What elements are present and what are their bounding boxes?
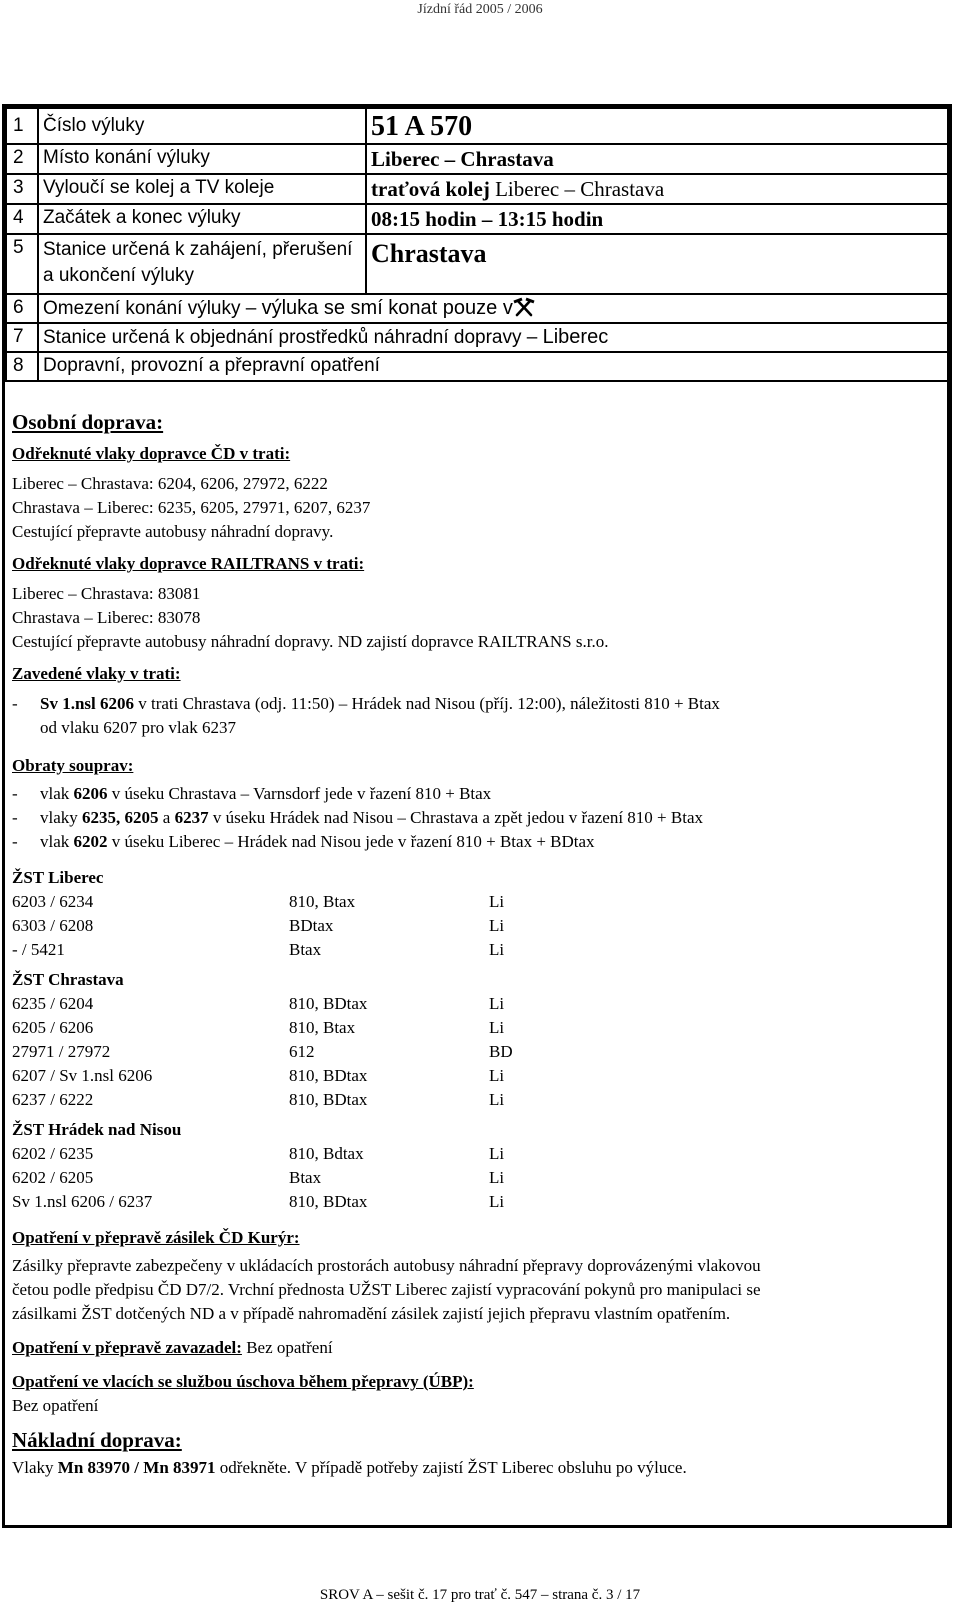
- row-value: Liberec – Chrastava: [366, 144, 949, 174]
- row-label: Vyloučí se kolej a TV koleje: [38, 174, 366, 204]
- crossed-hammers-icon: [513, 297, 535, 317]
- row-value: Chrastava: [366, 234, 949, 294]
- table-row: [12, 1064, 947, 1088]
- text-fragment: a: [158, 808, 175, 827]
- station-code: BD: [489, 1042, 513, 1061]
- composition: BDtax: [289, 916, 334, 935]
- row-content: [38, 323, 949, 352]
- list-dash: -: [12, 784, 18, 803]
- table-row: [6, 294, 949, 323]
- station-lists: [12, 866, 947, 1214]
- station-code: Li: [489, 1144, 505, 1163]
- content: [12, 410, 947, 1480]
- row-number: 4: [6, 204, 38, 234]
- row-label: Omezení konání výluky –: [43, 298, 257, 319]
- train-pair: 6203 / 6234: [12, 892, 94, 911]
- table-row: [12, 938, 947, 962]
- text-line: od vlaku 6207 pro vlak 6237: [40, 718, 236, 737]
- composition: Btax: [289, 940, 322, 959]
- station-code: Li: [489, 1090, 505, 1109]
- text-line: [12, 1456, 947, 1480]
- page-header: Jízdní řád 2005 / 2006: [417, 2, 543, 17]
- list-dash: -: [12, 832, 18, 851]
- text-line: zásilkami ŽST dotčených ND a v případě nahromadění zásilek zajistí jejich přepravu vlastním opatřením.: [12, 1304, 731, 1323]
- list-dash: -: [12, 694, 18, 713]
- station-code: Li: [489, 1168, 505, 1187]
- train-number: 6235, 6205: [82, 808, 159, 827]
- section-heading-osobni: Osobní doprava:: [12, 410, 164, 434]
- text-fragment: vlaky: [40, 808, 83, 827]
- row-value: Liberec: [542, 326, 609, 348]
- list-item: [12, 830, 947, 854]
- station-code: Li: [489, 1018, 505, 1037]
- text-line: Zásilky přepravte zabezpečeny v ukládacích prostorách autobusy náhradní přepravy doprovázenými vlakovou: [12, 1256, 761, 1275]
- row-number: 6: [6, 294, 38, 323]
- value-bold: traťová kolej: [371, 177, 490, 201]
- table-row: [12, 1040, 947, 1064]
- row-value: [366, 174, 949, 204]
- train-pair: 6235 / 6204: [12, 994, 94, 1013]
- table-row: [6, 234, 949, 294]
- text-fragment: v úseku Chrastava – Varnsdorf jede v řazení 810 + Btax: [107, 784, 492, 803]
- table-row: [6, 174, 949, 204]
- list-item: [12, 782, 947, 806]
- subheading-ubp: Opatření ve vlacích se službou úschova během přepravy (ÚBP):: [12, 1372, 474, 1391]
- train-number: 6206: [73, 784, 108, 803]
- train-pair: - / 5421: [12, 940, 65, 959]
- train-pair: 6303 / 6208: [12, 916, 94, 935]
- table-row: [6, 108, 949, 144]
- table-row: [12, 1142, 947, 1166]
- station-code: Li: [489, 916, 505, 935]
- text-line: Liberec – Chrastava: 83081: [12, 584, 201, 603]
- subheading-cd: Odřeknuté vlaky dopravce ČD v trati:: [12, 444, 291, 463]
- composition: 612: [289, 1042, 315, 1061]
- zavazadla-line: [12, 1336, 947, 1360]
- composition: 810, BDtax: [289, 1066, 368, 1085]
- subheading-obraty: Obraty souprav:: [12, 756, 134, 775]
- station-code: Li: [489, 1066, 505, 1085]
- row-label: Číslo výluky: [38, 108, 366, 144]
- text-fragment: vlak: [40, 832, 74, 851]
- train-pair: 6205 / 6206: [12, 1018, 94, 1037]
- subheading-zavedene: Zavedené vlaky v trati:: [12, 664, 181, 683]
- row-number: 2: [6, 144, 38, 174]
- table-row: [6, 144, 949, 174]
- row-label: Místo konání výluky: [38, 144, 366, 174]
- text-fragment: Bez opatření: [246, 1338, 333, 1357]
- text-fragment: v úseku Liberec – Hrádek nad Nisou jede v řazení 810 + Btax + BDtax: [107, 832, 595, 851]
- table-row: [12, 992, 947, 1016]
- table-row: [12, 890, 947, 914]
- text-line: Chrastava – Liberec: 83078: [12, 608, 201, 627]
- station-heading: ŽST Chrastava: [12, 970, 124, 989]
- composition: 810, Bdtax: [289, 1144, 364, 1163]
- row-label: Začátek a konec výluky: [38, 204, 366, 234]
- composition: 810, Btax: [289, 1018, 356, 1037]
- table-row: [6, 204, 949, 234]
- list-dash: -: [12, 808, 18, 827]
- text-line: Chrastava – Liberec: 6235, 6205, 27971, 6207, 6237: [12, 498, 371, 517]
- table-row: [12, 1088, 947, 1112]
- row-number: 1: [6, 108, 38, 144]
- row-number: 8: [6, 352, 38, 381]
- table-row: [12, 914, 947, 938]
- text-line: Cestující přepravte autobusy náhradní dopravy.: [12, 522, 334, 541]
- train-pair: Sv 1.nsl 6206 / 6237: [12, 1192, 153, 1211]
- station-heading: ŽST Hrádek nad Nisou: [12, 1120, 182, 1139]
- train-pair: 6207 / Sv 1.nsl 6206: [12, 1066, 153, 1085]
- table-row: [12, 1016, 947, 1040]
- section-heading-nakladni: Nákladní doprava:: [12, 1428, 182, 1452]
- table-row: [6, 323, 949, 352]
- page-footer: SROV A – sešit č. 17 pro trať č. 547 – strana č. 3 / 17: [319, 1587, 641, 1603]
- text-line: Liberec – Chrastava: 6204, 6206, 27972, 6222: [12, 474, 328, 493]
- composition: 810, BDtax: [289, 1192, 368, 1211]
- station-code: Li: [489, 940, 505, 959]
- text-fragment: odřekněte. V případě potřeby zajistí ŽST Liberec obsluhu po výluce.: [215, 1458, 687, 1477]
- text-fragment: vlak: [40, 784, 74, 803]
- row-value: 51 A 570: [366, 108, 949, 144]
- text-line: četou podle předpisu ČD D7/2. Vrchní přednosta UŽST Liberec zajistí vypracování pokynů pro manipulaci se: [12, 1280, 761, 1299]
- train-name: Sv 1.nsl 6206: [40, 694, 134, 713]
- row-label: Dopravní, provozní a přepravní opatření: [38, 352, 949, 381]
- table-row: [6, 352, 949, 381]
- row-value: výluka se smí konat pouze v: [261, 297, 513, 319]
- composition: 810, Btax: [289, 892, 356, 911]
- info-table: [5, 107, 950, 382]
- list-item: [12, 692, 947, 716]
- train-pair: 6202 / 6235: [12, 1144, 94, 1163]
- composition: 810, BDtax: [289, 1090, 368, 1109]
- subheading-kuryr: Opatření v přepravě zásilek ČD Kurýr:: [12, 1228, 300, 1247]
- row-label: Stanice určená k objednání prostředků náhradní dopravy –: [43, 327, 538, 348]
- row-number: 7: [6, 323, 38, 352]
- subheading-railtrans: Odřeknuté vlaky dopravce RAILTRANS v trati:: [12, 554, 365, 573]
- train-number: 6237: [174, 808, 209, 827]
- row-number: 5: [6, 234, 38, 294]
- station-code: Li: [489, 994, 505, 1013]
- train-pair: 27971 / 27972: [12, 1042, 111, 1061]
- train-number: Mn 83970 / Mn 83971: [57, 1458, 216, 1477]
- text-fragment: Vlaky: [12, 1458, 58, 1477]
- train-pair: 6237 / 6222: [12, 1090, 94, 1109]
- row-content: [38, 294, 949, 323]
- train-number: 6202: [73, 832, 108, 851]
- row-label: Stanice určená k zahájení, přerušení a ukončení výluky: [38, 234, 366, 294]
- subheading-zavazadla: Opatření v přepravě zavazadel:: [12, 1338, 242, 1357]
- station-heading: ŽST Liberec: [12, 868, 104, 887]
- value-rest: Liberec – Chrastava: [495, 177, 665, 201]
- list-item: [12, 806, 947, 830]
- station-code: Li: [489, 892, 505, 911]
- composition: Btax: [289, 1168, 322, 1187]
- station-code: Li: [489, 1192, 505, 1211]
- composition: 810, BDtax: [289, 994, 368, 1013]
- text-line: Cestující přepravte autobusy náhradní dopravy. ND zajistí dopravce RAILTRANS s.r.o.: [12, 632, 609, 651]
- text-fragment: v úseku Hrádek nad Nisou – Chrastava a zpět jedou v řazení 810 + Btax: [208, 808, 703, 827]
- row-value: 08:15 hodin – 13:15 hodin: [366, 204, 949, 234]
- train-route: v trati Chrastava (odj. 11:50) – Hrádek nad Nisou (příj. 12:00), náležitosti 810 + Btax: [138, 694, 720, 713]
- train-pair: 6202 / 6205: [12, 1168, 94, 1187]
- table-row: [12, 1190, 947, 1214]
- text-line: Bez opatření: [12, 1396, 99, 1415]
- table-row: [12, 1166, 947, 1190]
- row-number: 3: [6, 174, 38, 204]
